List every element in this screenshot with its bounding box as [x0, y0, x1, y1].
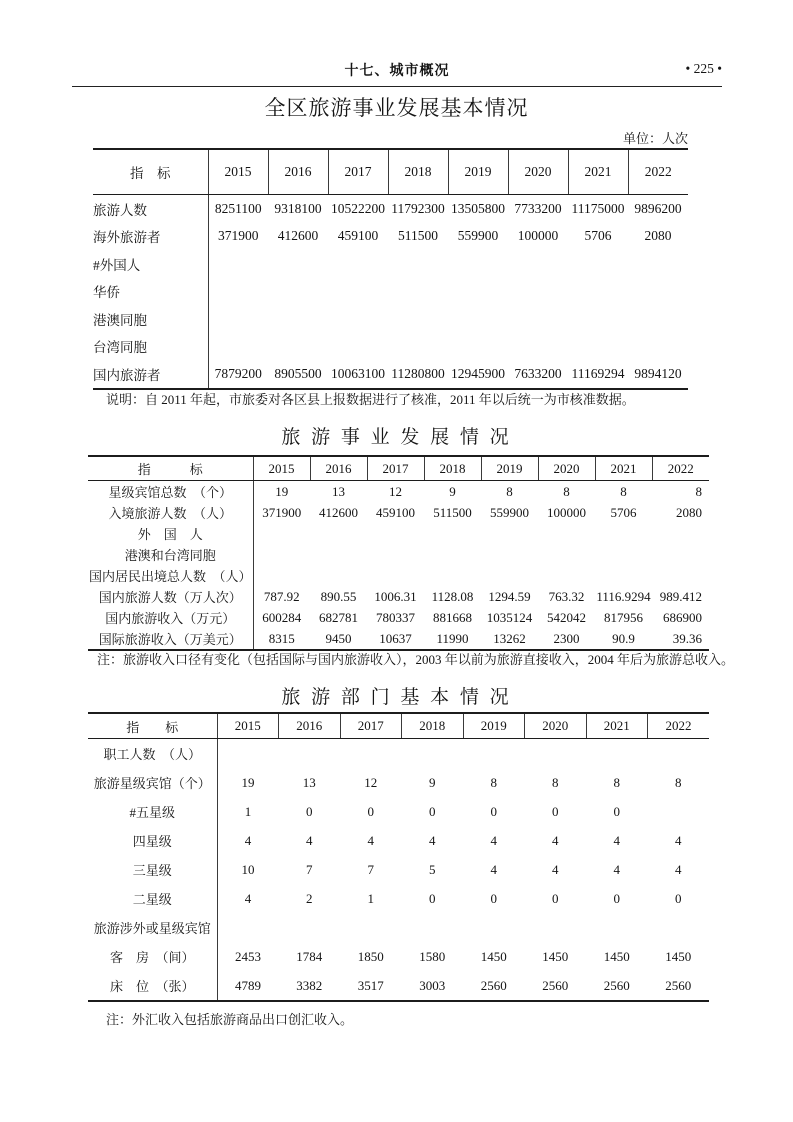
cell-value — [448, 333, 508, 361]
cell-value: 989.412 — [659, 588, 702, 604]
cell-value — [628, 333, 688, 361]
cell-value: 3382 — [296, 977, 323, 993]
year-header: 2019 — [463, 713, 525, 739]
cell-value: 1116.9294 — [596, 588, 651, 604]
row-label: 国内旅游收入（万元） — [88, 607, 253, 628]
cell-value: 2560 — [665, 977, 692, 993]
cell-value — [424, 523, 481, 544]
cell-value — [508, 278, 568, 306]
cell-value: 682781 — [319, 609, 358, 625]
cell-value: 890.55 — [320, 588, 357, 604]
table-row — [93, 278, 688, 306]
cell-value: 9318100 — [274, 200, 322, 216]
year-header: 2018 — [424, 456, 481, 481]
cell-value: 8 — [613, 774, 620, 790]
cell-value: 100000 — [517, 228, 559, 244]
cell-value — [367, 523, 424, 544]
cell-value — [508, 333, 568, 361]
cell-value: 0 — [490, 803, 497, 819]
table-row — [88, 481, 709, 503]
cell-value: 8 — [695, 483, 702, 499]
cell-value — [595, 565, 652, 586]
cell-value — [448, 250, 508, 278]
cell-value: 780337 — [376, 609, 415, 625]
cell-value: 3517 — [357, 977, 384, 993]
year-header: 2015 — [217, 713, 279, 739]
cell-value: 1 — [244, 803, 252, 819]
table-row — [93, 305, 688, 333]
cell-value: 4 — [552, 832, 559, 848]
cell-value — [402, 913, 464, 942]
cell-value: 8 — [552, 774, 559, 790]
cell-value: 8315 — [268, 630, 295, 646]
cell-value: 1450 — [665, 948, 692, 964]
cell-value — [568, 278, 628, 306]
cell-value — [595, 523, 652, 544]
table-row — [88, 523, 709, 544]
cell-value — [253, 544, 310, 565]
cell-value — [328, 278, 388, 306]
cell-value: 0 — [306, 803, 313, 819]
table2-title: 旅 游 事 业 发 展 情 况 — [281, 427, 512, 448]
cell-value: 511500 — [398, 228, 438, 244]
cell-value: 4 — [429, 832, 436, 848]
cell-value: 19 — [241, 774, 255, 790]
year-header: 2016 — [268, 149, 328, 195]
indicator-header: 指 标 — [93, 149, 208, 195]
table-tourism-department — [88, 712, 709, 1002]
cell-value — [481, 565, 538, 586]
row-label: 床 位 （张） — [88, 971, 217, 1001]
cell-value: 2560 — [603, 977, 630, 993]
row-label: 港澳同胞 — [93, 305, 208, 333]
cell-value — [253, 565, 310, 586]
t3-grid — [88, 712, 709, 1002]
cell-value: 686900 — [663, 609, 702, 625]
cell-value — [208, 250, 268, 278]
cell-value: 7 — [306, 861, 313, 877]
cell-value: 4 — [675, 832, 682, 848]
table-row — [93, 223, 688, 251]
main-title: 全区旅游事业发展基本情况 — [264, 96, 529, 120]
unit-label: 单位：人次 — [622, 131, 688, 146]
cell-value: 12945900 — [451, 365, 505, 381]
cell-value: 4 — [675, 861, 682, 877]
row-label: 海外旅游者 — [93, 223, 208, 251]
cell-value: 542042 — [547, 609, 586, 625]
row-label: 二星级 — [88, 884, 217, 913]
table-tourism-basic — [93, 148, 688, 390]
cell-value: 2453 — [235, 948, 261, 964]
row-label: 台湾同胞 — [93, 333, 208, 361]
cell-value: 412600 — [319, 504, 358, 520]
row-label: #五星级 — [88, 797, 217, 826]
cell-value: 7 — [367, 861, 374, 877]
cell-value — [217, 913, 279, 942]
row-label: 华侨 — [93, 278, 208, 306]
cell-value — [525, 739, 587, 769]
cell-value — [648, 739, 710, 769]
cell-value: 371900 — [262, 504, 302, 520]
cell-value: 10637 — [379, 630, 412, 646]
year-header: 2022 — [628, 149, 688, 195]
table-row — [88, 797, 709, 826]
row-label: 港澳和台湾同胞 — [88, 544, 253, 565]
cell-value — [525, 913, 587, 942]
cell-value: 1580 — [419, 948, 446, 964]
table-row — [93, 195, 688, 223]
cell-value — [388, 305, 448, 333]
cell-value: 1 — [367, 890, 374, 906]
cell-value: 0 — [613, 890, 620, 906]
cell-value: 11990 — [436, 630, 469, 646]
cell-value: 459100 — [376, 504, 415, 520]
cell-value: 9450 — [325, 630, 352, 646]
cell-value: 559900 — [490, 504, 529, 520]
year-header: 2015 — [208, 149, 268, 195]
cell-value: 11792300 — [391, 200, 445, 216]
cell-value: 4 — [613, 832, 620, 848]
cell-value — [595, 544, 652, 565]
cell-value — [388, 278, 448, 306]
cell-value: 2080 — [644, 228, 672, 244]
cell-value: 100000 — [547, 504, 586, 520]
cell-value — [586, 739, 648, 769]
cell-value — [538, 544, 595, 565]
cell-value: 8905500 — [274, 365, 322, 381]
cell-value: 8 — [620, 483, 627, 499]
cell-value: 9 — [429, 774, 436, 790]
cell-value — [208, 305, 268, 333]
row-label: #外国人 — [93, 250, 208, 278]
cell-value: 13 — [332, 483, 345, 499]
cell-value: 412600 — [277, 228, 319, 244]
cell-value — [648, 913, 710, 942]
year-header: 2017 — [328, 149, 388, 195]
cell-value — [652, 565, 709, 586]
year-header: 2018 — [402, 713, 464, 739]
cell-value: 7879200 — [214, 365, 262, 381]
cell-value: 1035124 — [486, 609, 533, 625]
table-row — [88, 565, 709, 586]
cell-value: 787.92 — [263, 588, 300, 604]
table-row — [93, 250, 688, 278]
cell-value — [628, 250, 688, 278]
cell-value — [424, 565, 481, 586]
t1-grid — [93, 148, 688, 390]
cell-value: 4 — [367, 832, 374, 848]
cell-value — [508, 305, 568, 333]
table-row — [88, 884, 709, 913]
cell-value — [568, 250, 628, 278]
cell-value: 0 — [429, 890, 436, 906]
cell-value: 7733200 — [514, 200, 562, 216]
cell-value — [279, 739, 341, 769]
cell-value: 13505800 — [451, 200, 505, 216]
cell-value — [367, 565, 424, 586]
cell-value: 2560 — [480, 977, 507, 993]
table-row — [88, 628, 709, 650]
cell-value — [268, 305, 328, 333]
cell-value — [538, 565, 595, 586]
cell-value: 13262 — [493, 630, 526, 646]
table-row — [88, 607, 709, 628]
cell-value: 7633200 — [514, 365, 562, 381]
cell-value: 600284 — [262, 609, 302, 625]
year-header: 2021 — [586, 713, 648, 739]
year-header: 2021 — [595, 456, 652, 481]
cell-value — [481, 544, 538, 565]
table3-title: 旅 游 部 门 基 本 情 况 — [281, 687, 512, 708]
cell-value: 763.32 — [548, 588, 585, 604]
cell-value: 10 — [241, 861, 255, 877]
cell-value: 12 — [364, 774, 378, 790]
chapter-title: 十七、城市概况 — [344, 62, 450, 78]
cell-value: 559900 — [457, 228, 499, 244]
cell-value: 0 — [552, 890, 559, 906]
cell-value: 11169294 — [571, 365, 625, 381]
cell-value — [448, 305, 508, 333]
cell-value — [424, 544, 481, 565]
cell-value — [463, 913, 525, 942]
cell-value: 2560 — [542, 977, 569, 993]
cell-value — [208, 333, 268, 361]
cell-value: 1784 — [296, 948, 323, 964]
row-label: 旅游星级宾馆（个） — [88, 768, 217, 797]
cell-value — [217, 739, 279, 769]
row-label: 旅游人数 — [93, 195, 208, 223]
cell-value — [340, 913, 402, 942]
row-label: 星级宾馆总数 （个） — [88, 481, 253, 503]
table3-note: 注：外汇收入包括旅游商品出口创汇收入。 — [106, 1012, 354, 1027]
cell-value: 459100 — [337, 228, 379, 244]
cell-value — [388, 250, 448, 278]
cell-value: 511500 — [433, 504, 472, 520]
cell-value — [328, 333, 388, 361]
cell-value: 817956 — [604, 609, 643, 625]
table2-note: 注：旅游收入口径有变化（包括国际与国内旅游收入），2003 年以前为旅游直接收入，2004 年后为旅游总收入。 — [97, 652, 735, 667]
table-row — [93, 360, 688, 389]
cell-value: 8 — [563, 483, 570, 499]
row-label: 旅游涉外或星级宾馆 — [88, 913, 217, 942]
cell-value: 1450 — [480, 948, 507, 964]
year-header: 2019 — [448, 149, 508, 195]
cell-value — [652, 544, 709, 565]
cell-value — [628, 305, 688, 333]
cell-value: 0 — [675, 890, 682, 906]
cell-value — [268, 250, 328, 278]
row-label: 国内旅游人数（万人次） — [88, 586, 253, 607]
cell-value — [481, 523, 538, 544]
table-row — [88, 826, 709, 855]
row-label: 客 房 （间） — [88, 942, 217, 971]
cell-value — [628, 278, 688, 306]
table-row — [88, 544, 709, 565]
table-row — [88, 971, 709, 1001]
cell-value: 4 — [244, 832, 252, 848]
year-header: 2021 — [568, 149, 628, 195]
row-label: 入境旅游人数 （人） — [88, 502, 253, 523]
cell-value: 2300 — [553, 630, 580, 646]
cell-value — [268, 278, 328, 306]
cell-value: 8251100 — [214, 200, 262, 216]
table-row — [88, 942, 709, 971]
cell-value — [310, 523, 367, 544]
cell-value: 4 — [490, 861, 497, 877]
cell-value: 13 — [302, 774, 316, 790]
cell-value: 0 — [490, 890, 497, 906]
cell-value: 90.9 — [612, 630, 635, 646]
cell-value: 0 — [367, 803, 374, 819]
indicator-header: 指 标 — [88, 456, 253, 481]
cell-value: 2080 — [676, 504, 702, 520]
cell-value: 19 — [275, 483, 289, 499]
table-row — [88, 913, 709, 942]
cell-value: 1006.31 — [374, 588, 417, 604]
cell-value: 11175000 — [571, 200, 625, 216]
year-header: 2015 — [253, 456, 310, 481]
year-header: 2016 — [310, 456, 367, 481]
cell-value — [586, 913, 648, 942]
cell-value: 0 — [429, 803, 436, 819]
cell-value: 8 — [675, 774, 682, 790]
cell-value — [208, 278, 268, 306]
row-label: 国内旅游者 — [93, 360, 208, 389]
cell-value — [310, 544, 367, 565]
year-header: 2022 — [652, 456, 709, 481]
cell-value — [648, 797, 710, 826]
indicator-header: 指 标 — [88, 713, 217, 739]
cell-value: 5706 — [610, 504, 637, 520]
cell-value — [328, 305, 388, 333]
cell-value: 1128.08 — [431, 588, 474, 604]
table-row — [93, 333, 688, 361]
page-number: • 225 • — [685, 61, 722, 76]
cell-value: 4 — [490, 832, 497, 848]
cell-value — [367, 544, 424, 565]
cell-value: 2 — [306, 890, 313, 906]
row-label: 职工人数 （人） — [88, 739, 217, 769]
table-row — [88, 855, 709, 884]
row-label: 国际旅游收入（万美元） — [88, 628, 253, 650]
year-header: 2017 — [340, 713, 402, 739]
cell-value: 11280800 — [391, 365, 445, 381]
cell-value: 5 — [429, 861, 436, 877]
table1-note: 说明：自 2011 年起，市旅委对各区县上报数据进行了核准，2011 年以后统一为市核准数据。 — [106, 392, 635, 407]
row-label: 三星级 — [88, 855, 217, 884]
cell-value: 0 — [613, 803, 620, 819]
cell-value — [279, 913, 341, 942]
cell-value: 1450 — [542, 948, 569, 964]
cell-value — [268, 333, 328, 361]
cell-value: 9 — [449, 483, 456, 499]
year-header: 2017 — [367, 456, 424, 481]
cell-value: 4 — [613, 861, 620, 877]
year-header: 2019 — [481, 456, 538, 481]
cell-value: 12 — [389, 483, 402, 499]
table-row — [88, 502, 709, 523]
cell-value — [568, 333, 628, 361]
cell-value: 4 — [244, 890, 252, 906]
cell-value: 4789 — [235, 977, 261, 993]
table-row — [88, 768, 709, 797]
cell-value — [402, 739, 464, 769]
cell-value — [388, 333, 448, 361]
row-label: 四星级 — [88, 826, 217, 855]
table-row — [88, 586, 709, 607]
cell-value: 4 — [552, 861, 559, 877]
cell-value: 8 — [506, 483, 513, 499]
cell-value: 371900 — [218, 228, 259, 244]
t2-grid — [88, 455, 709, 651]
cell-value — [508, 250, 568, 278]
cell-value: 881668 — [433, 609, 472, 625]
cell-value: 1450 — [603, 948, 630, 964]
year-header: 2020 — [538, 456, 595, 481]
cell-value — [538, 523, 595, 544]
cell-value: 5706 — [584, 228, 612, 244]
cell-value: 8 — [490, 774, 497, 790]
cell-value: 1850 — [357, 948, 384, 964]
row-label: 外 国 人 — [88, 523, 253, 544]
table-row — [88, 739, 709, 769]
cell-value: 9896200 — [634, 200, 682, 216]
table-tourism-development — [88, 455, 709, 651]
cell-value: 3003 — [419, 977, 446, 993]
row-label: 国内居民出境总人数 （人） — [88, 565, 253, 586]
year-header: 2016 — [279, 713, 341, 739]
year-header: 2018 — [388, 149, 448, 195]
cell-value — [568, 305, 628, 333]
cell-value — [340, 739, 402, 769]
cell-value: 4 — [306, 832, 313, 848]
cell-value — [328, 250, 388, 278]
cell-value: 10063100 — [331, 365, 385, 381]
cell-value — [448, 278, 508, 306]
cell-value — [253, 523, 310, 544]
cell-value: 39.36 — [672, 630, 702, 646]
cell-value: 9894120 — [634, 365, 682, 381]
cell-value: 1294.59 — [488, 588, 531, 604]
cell-value — [310, 565, 367, 586]
header-rule — [72, 86, 722, 87]
cell-value — [463, 739, 525, 769]
year-header: 2020 — [508, 149, 568, 195]
cell-value — [652, 523, 709, 544]
page-header — [72, 60, 722, 80]
cell-value: 10522200 — [331, 200, 385, 216]
year-header: 2020 — [525, 713, 587, 739]
cell-value: 0 — [552, 803, 559, 819]
year-header: 2022 — [648, 713, 710, 739]
